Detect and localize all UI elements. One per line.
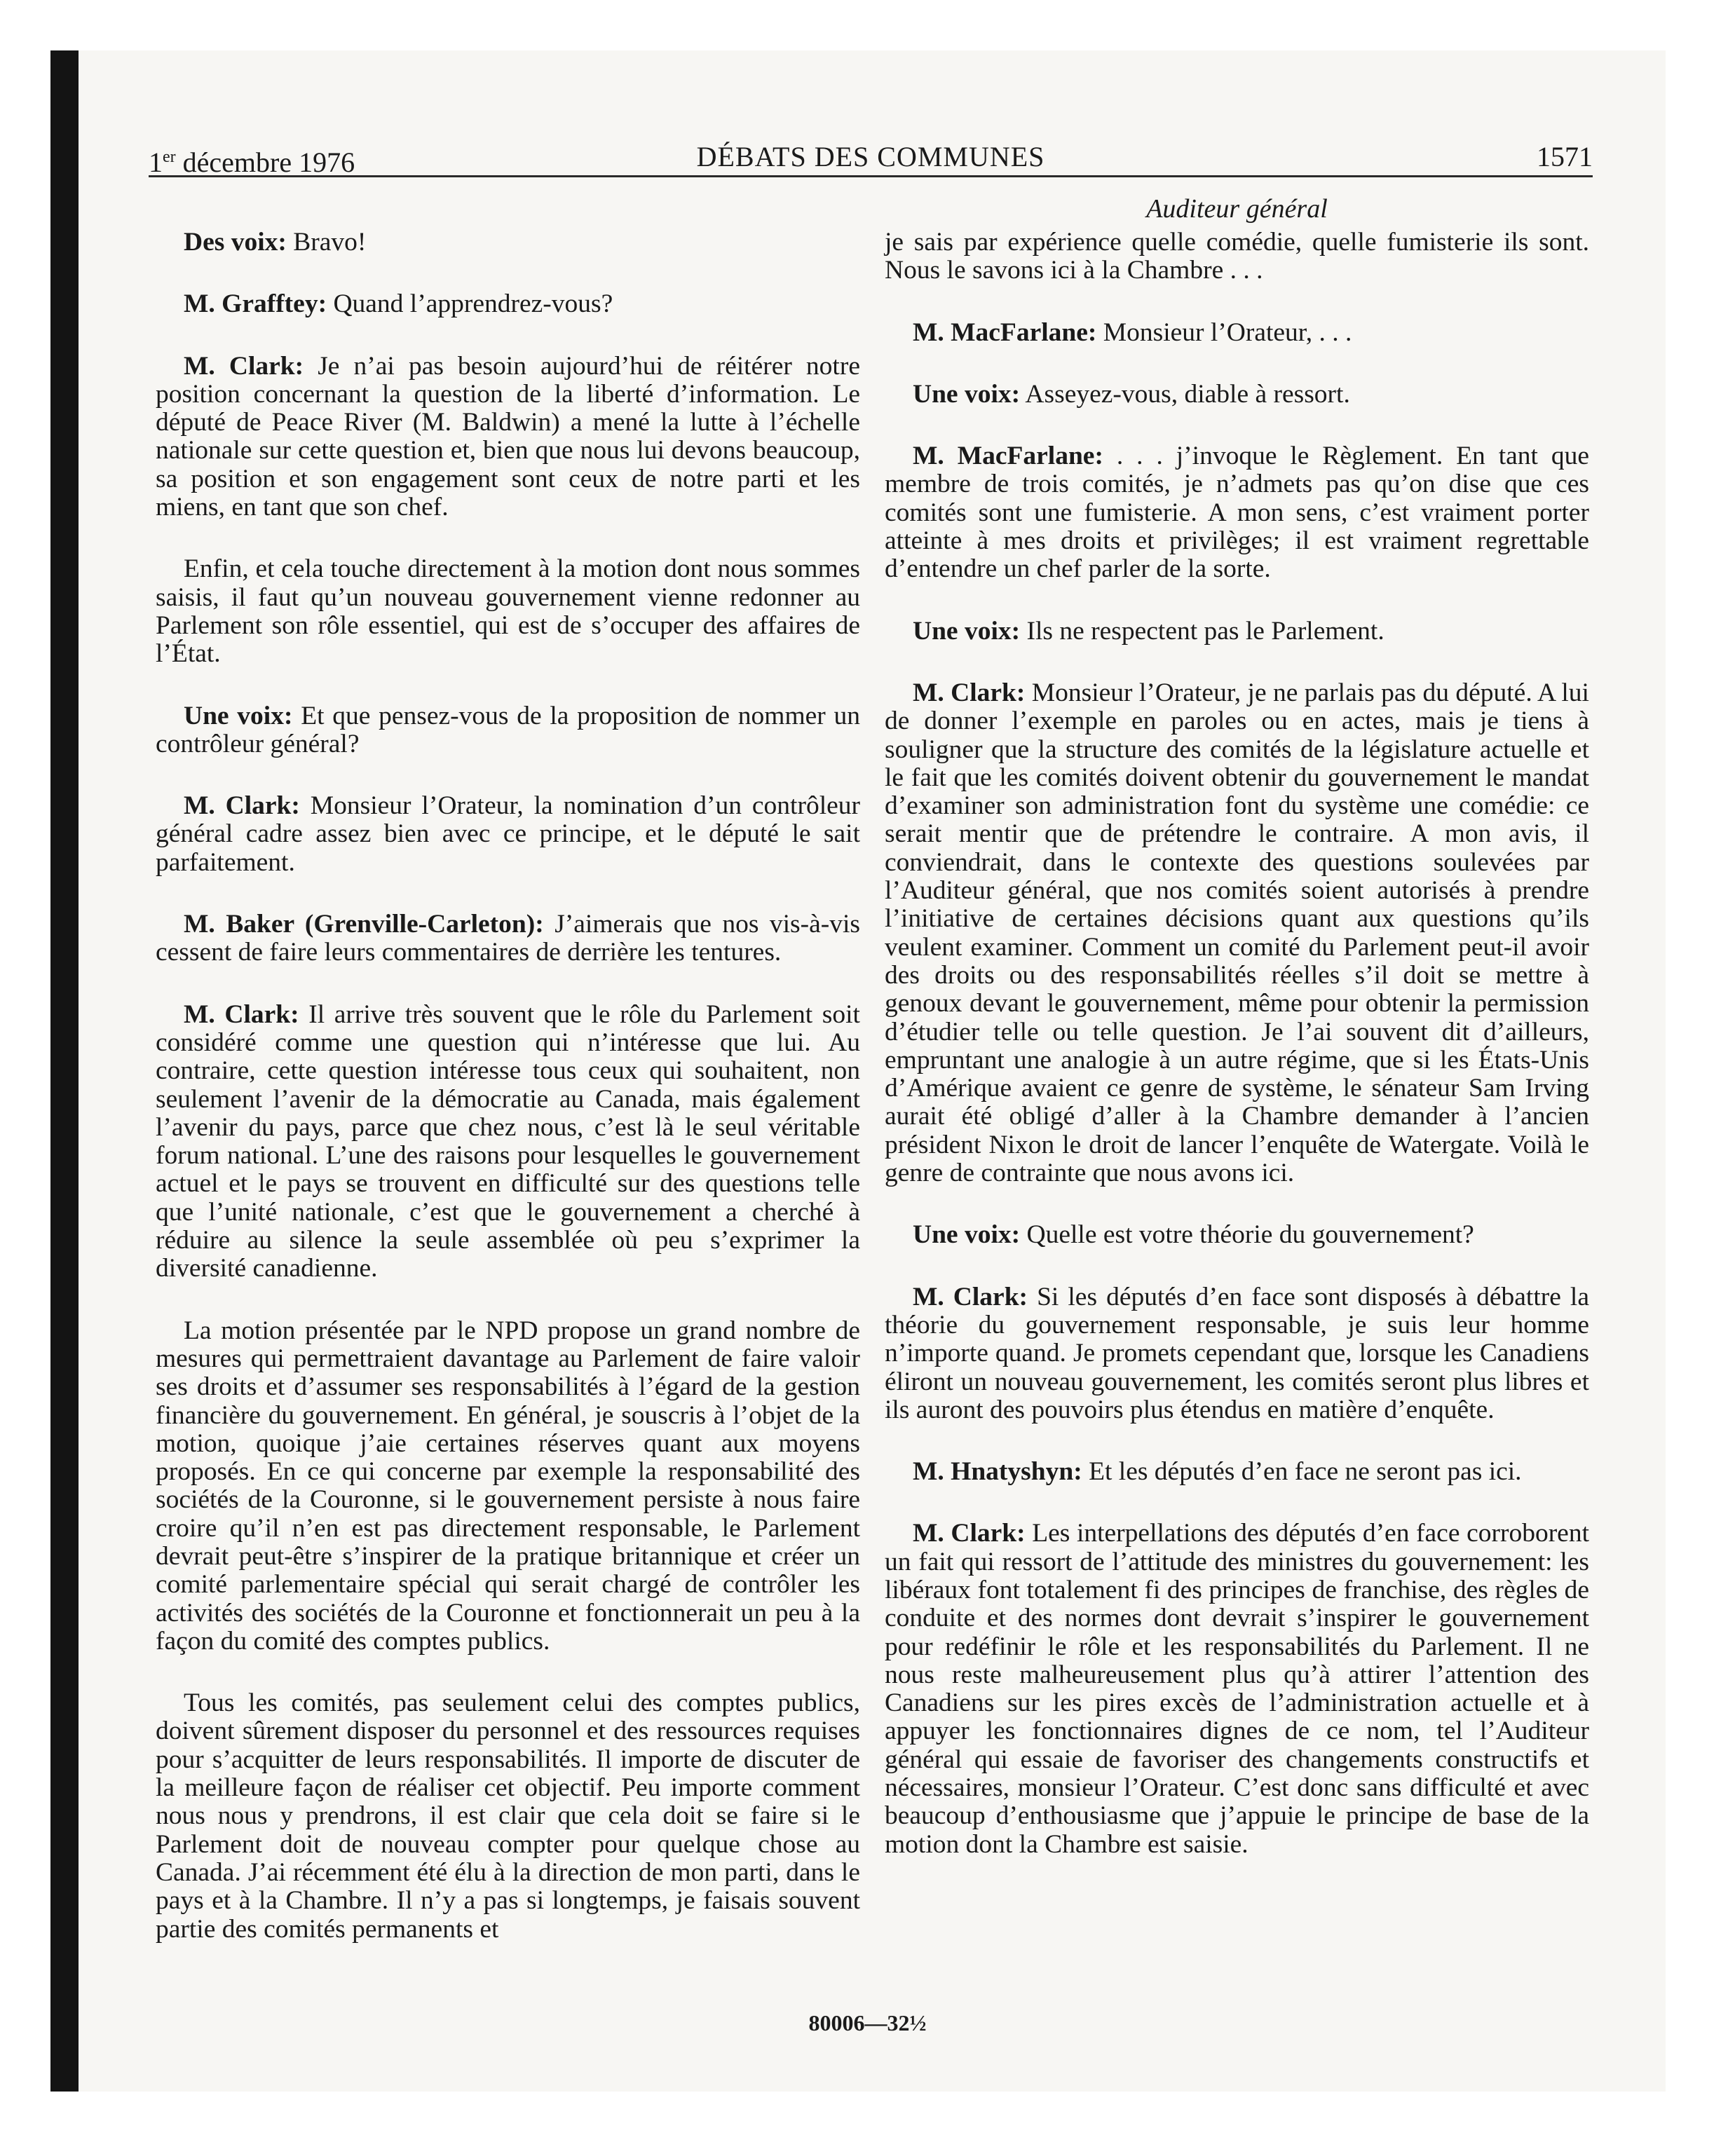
paragraph-text: Si les députés d’en face sont disposés à débattre la théorie du gouvernement responsable, je suis leur homme n’importe quand. Je promets cependant que, lorsque les Canadiens éliront un nouveau gouvernement, les comités seront plus libres et ils auront des pouvoirs plus étendus en matière d’enquête. <box>885 1282 1589 1424</box>
paragraph-text: La motion présentée par le NPD propose un grand nombre de mesures qui permettraient davantage au Parlement de faire valoir ses droits et d’assumer ses responsabilités à l’égard de la gestion financière du gouvernement. En général, je souscris à l’objet de la motion, quoique j’aie certaines réserves quant aux moyens proposés. En ce qui concerne par exemple la responsabilité des sociétés de la Couronne, si le gouvernement persiste à nous faire croire qu’il n’en est pas directement responsable, le Parlement devrait peut-être s’inspirer de la pratique britannique et créer un comité parlementaire spécial qui serait chargé de contrôler les activités des sociétés de la Couronne et fonctionnerait un peu à la façon du comité des comptes publics. <box>156 1316 860 1656</box>
paragraph-text: Quand l’apprendrez-vous? <box>327 289 613 319</box>
paragraph <box>156 228 860 257</box>
paragraph-text: Monsieur l’Orateur, la nomination d’un contrôleur général cadre assez bien avec ce principe, et le député le sait parfaitement. <box>156 791 860 877</box>
paragraph-text: Bravo! <box>286 228 367 257</box>
speaker-name: M. Hnatyshyn: <box>913 1457 1082 1487</box>
speaker-name: M. Baker (Grenville-Carleton): <box>184 910 544 939</box>
paragraph <box>156 1689 860 1944</box>
paragraph-text: Monsieur l’Orateur, je ne parlais pas du député. A lui de donner l’exemple en paroles ou en actes, mais je tiens à souligner que la structure des comités de la législature actuelle et le fait que les comités doivent obtenir du gouvernement le mandat d’examiner son administration font du système une comédie: ce serait mentir que de prétendre le contraire. A mon avis, il conviendrait, dans le contexte des questions soulevées par l’Auditeur général, que nos comités soient autorisés à prendre l’initiative de certaines décisions quant aux questions qu’ils veulent examiner. Comment un comité du Parlement peut-il avoir des droits ou des responsabilités réelles s’il doit se mettre à genoux devant le gouvernement, même pour obtenir la permission d’étudier telle ou telle question. Je l’ai souvent dit d’ailleurs, empruntant une analogie à un autre régime, que si les États-Unis d’Amérique avaient ce genre de système, le sénateur Sam Irving aurait été obligé d’aller à la Chambre demander à l’ancien président Nixon le droit de lancer l’enquête de Watergate. Voilà le genre de contrainte que nous avons ici. <box>885 678 1589 1188</box>
paragraph-text: J’aimerais que nos vis-à-vis cessent de faire leurs commentaires de derrière les tentures. <box>156 910 860 967</box>
speaker-name: M. Clark: <box>184 791 300 821</box>
paragraph <box>156 910 860 967</box>
speaker-name: Une voix: <box>913 616 1021 646</box>
paragraph-text: . . . j’invoque le Règlement. En tant que membre de trois comités, je n’admets pas qu’on dise que ces comités sont une fumisterie. A mon sens, c’est vraiment porter atteinte à mes droits et privilèges; il est vraiment regrettable d’entendre un chef parler de la sorte. <box>885 442 1589 584</box>
speaker-name: Une voix: <box>913 1220 1021 1250</box>
left-column <box>156 228 860 1977</box>
paragraph <box>885 381 1589 409</box>
paragraph <box>885 442 1589 583</box>
paragraph-text: Tous les comités, pas seulement celui des comptes publics, doivent sûrement disposer du personnel et des ressources requises pour s’acquitter de leurs responsabilités. Il importe de discuter de la meilleure façon de réaliser cet objectif. Peu importe comment nous nous y prendrons, il est clair que cela doit se faire si le Parlement doit de nouveau compter pour quelque chose au Canada. J’ai récemment été élu à la direction de mon parti, dans le pays et à la Chambre. Il n’y a pas si longtemps, je faisais souvent partie des comités permanents et <box>156 1688 860 1944</box>
paragraph-text: Asseyez-vous, diable à ressort. <box>1020 379 1350 409</box>
paragraph <box>885 1283 1589 1424</box>
paragraph <box>885 1221 1589 1249</box>
paragraph-text: je sais par expérience quelle comédie, quelle fumisterie ils sont. Nous le savons ici à la Chambre . . . <box>885 228 1589 285</box>
right-column <box>885 189 1589 1892</box>
paragraph-text: Enfin, et cela touche directement à la motion dont nous sommes saisis, il faut qu’un nouveau gouvernement vienne redonner au Parlement son rôle essentiel, qui est de s’occuper des affaires de l’État. <box>156 554 860 669</box>
running-head: Auditeur général <box>1146 194 1328 224</box>
paragraph-text: Monsieur l’Orateur, . . . <box>1096 318 1352 347</box>
speaker-name: M. MacFarlane: <box>913 442 1103 471</box>
paragraph <box>885 1458 1589 1486</box>
paragraph-text: Et les députés d’en face ne seront pas ici. <box>1082 1457 1522 1487</box>
date-day: 1 <box>149 146 163 178</box>
paragraph <box>885 319 1589 347</box>
paragraph <box>156 290 860 318</box>
paragraph-text: Je n’ai pas besoin aujourd’hui de réitérer notre position concernant la question de la liberté d’information. Le député de Peace River (M. Baldwin) a mené la lutte à l’échelle nationale sur cette question et, bien que nous lui devons beaucoup, sa position et son engagement sont ceux de notre parti et les miens, en tant que son chef. <box>156 351 860 522</box>
date-month-year: décembre 1976 <box>175 146 355 178</box>
paragraph-text: Il arrive très souvent que le rôle du Parlement soit considéré comme une question qui n’intéresse que lui. Au contraire, cette question intéresse tous ceux qui souhaitent, non seulement l’avenir de la démocratie au Canada, mais également l’avenir du pays, parce que chez nous, c’est là le seul véritable forum national. L’une des raisons pour lesquelles le gouvernement actuel et le pays se trouvent en difficulté sur des questions telle que l’unité nationale, c’est que le gouvernement a cherché à réduire au silence la seule assemblée où peu s’exprimer la diversité canadienne. <box>156 999 860 1283</box>
header-rule <box>149 175 1593 177</box>
footer-code: 80006—32½ <box>808 2010 927 2035</box>
paragraph-text: Quelle est votre théorie du gouvernement? <box>1020 1220 1474 1250</box>
speaker-name: Une voix: <box>184 701 293 730</box>
paragraph <box>885 618 1589 646</box>
paragraph <box>156 792 860 877</box>
paragraph-text: Et que pensez-vous de la proposition de nommer un contrôleur général? <box>156 701 860 758</box>
speaker-name: M. Clark: <box>184 351 304 381</box>
page-number: 1571 <box>1537 141 1593 172</box>
speaker-name: Une voix: <box>913 379 1021 409</box>
speaker-name: M. MacFarlane: <box>913 318 1097 347</box>
paragraph <box>885 1520 1589 1859</box>
header-title: DÉBATS DES COMMUNES <box>696 141 1045 172</box>
speaker-name: Des voix: <box>184 228 287 257</box>
speaker-name: M. Grafftey: <box>184 289 327 319</box>
paragraph <box>885 228 1589 285</box>
speaker-name: M. Clark: <box>913 678 1026 707</box>
paragraph <box>156 702 860 759</box>
paragraph <box>156 353 860 522</box>
speaker-name: M. Clark: <box>184 999 299 1029</box>
speaker-name: M. Clark: <box>913 1519 1026 1548</box>
page-header <box>149 136 1593 178</box>
paragraph <box>156 1317 860 1656</box>
paragraph <box>156 555 860 668</box>
speaker-name: M. Clark: <box>913 1282 1028 1311</box>
paragraph-text: Ils ne respectent pas le Parlement. <box>1020 616 1384 646</box>
paragraph-text: Les interpellations des députés d’en face corroborent un fait qui ressort de l’attitude des ministres du gouvernement: les libéraux font totalement fi des principes de franchise, des règles de conduite et des normes dont devrait s’inspirer le gouvernement pour redéfinir le rôle et les responsabilités du Parlement. Il ne nous reste malheureusement plus qu’à attirer l’attention des Canadiens sur les pires excès de l’administration actuelle et à appuyer les fonctionnaires dignes de ce nom, tel l’Auditeur général qui essaie de favoriser des changements constructifs et nécessaires, monsieur l’Orateur. C’est donc sans difficulté et avec beaucoup d’enthousiasme que j’appuie le principe de base de la motion dont la Chambre est saisie. <box>885 1519 1589 1859</box>
paragraph <box>885 679 1589 1187</box>
paragraph <box>156 1001 860 1283</box>
right-column-body <box>885 228 1589 1859</box>
scan-edge <box>50 50 79 2092</box>
date-suffix: er <box>163 148 176 166</box>
